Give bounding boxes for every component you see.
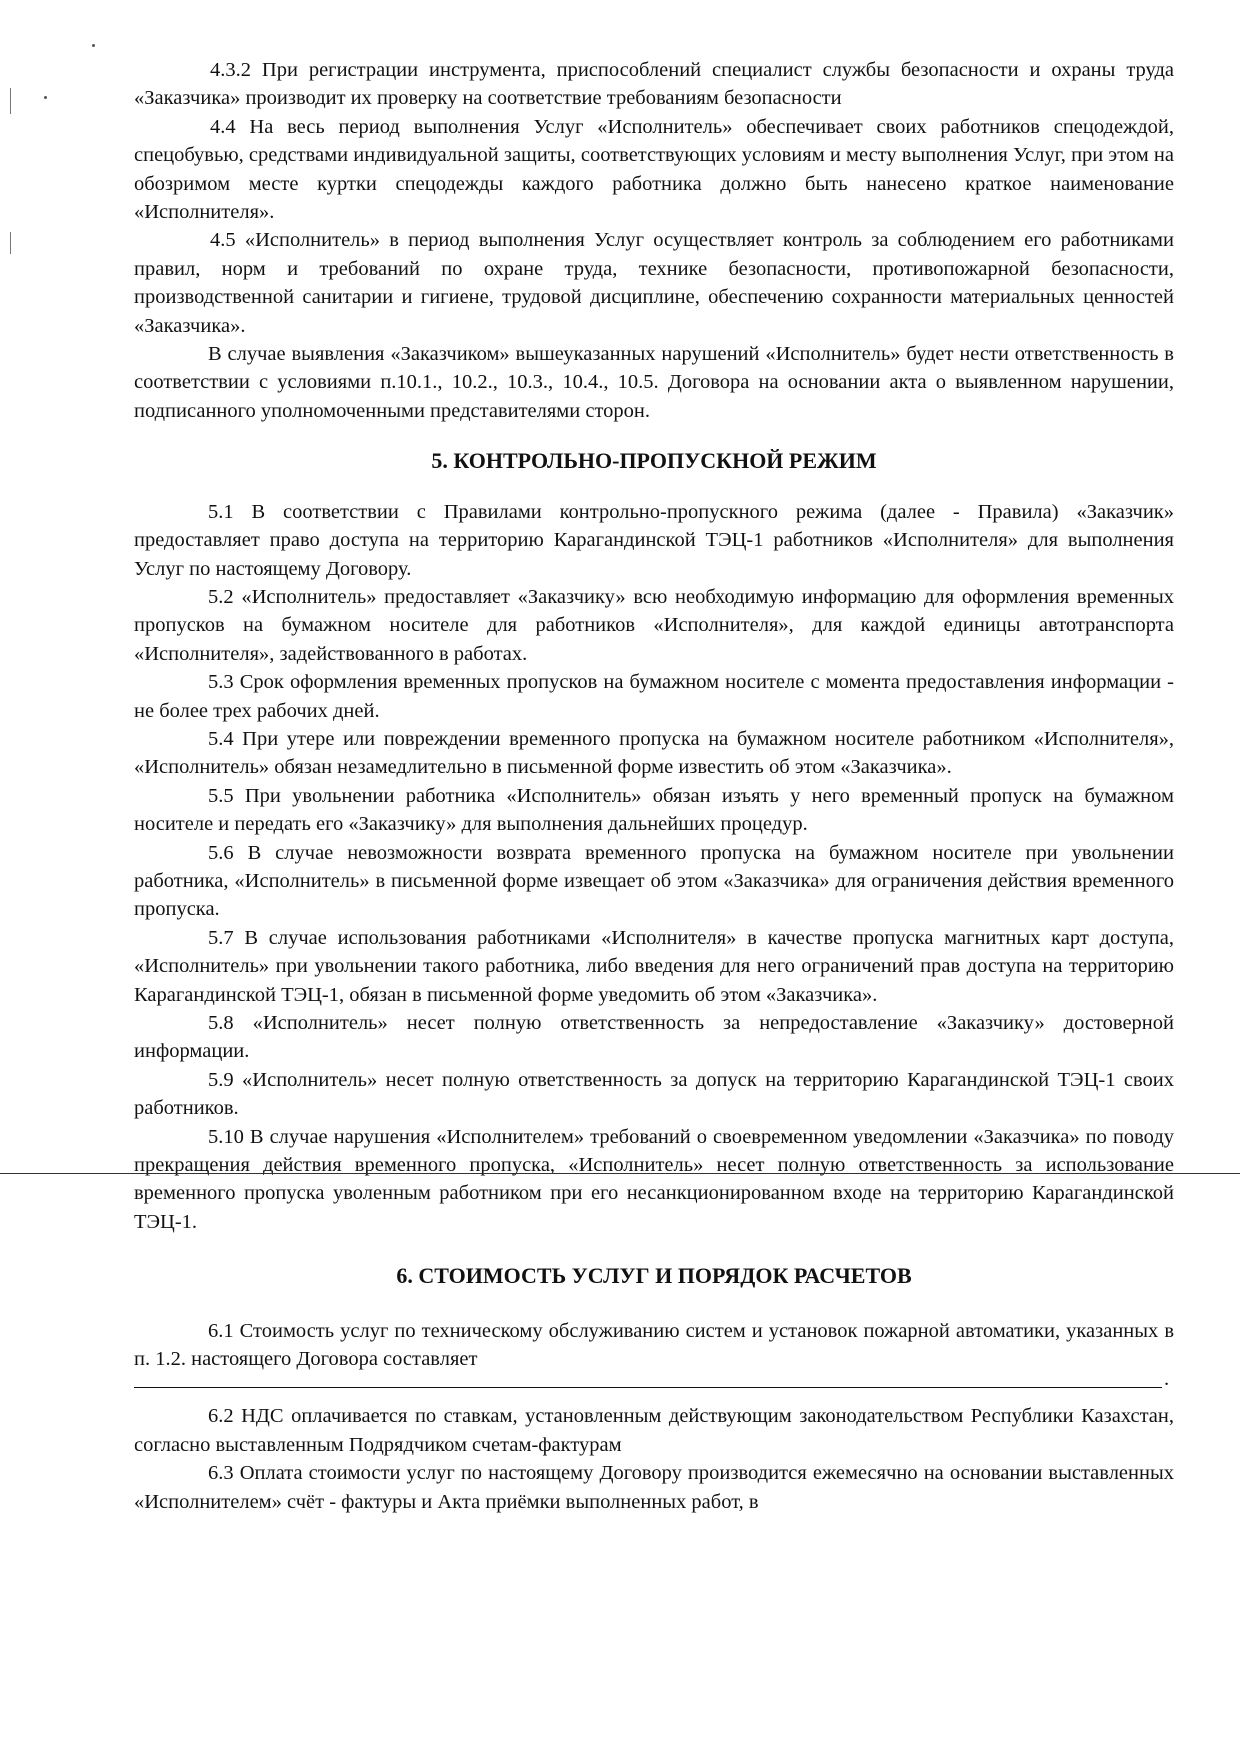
clause-6-1: 6.1 Стоимость услуг по техническому обслуживанию систем и установок пожарной автоматики, указанных в п. 1.2. настоящего Договора составляет — [134, 1319, 1174, 1371]
scan-artifact-line — [0, 1173, 1240, 1174]
clause-5-2: 5.2 «Исполнитель» предоставляет «Заказчику» всю необходимую информацию для оформления временных пропусков на бумажном носителе для работников «Исполнителя», для каждой единицы автотранспорта «Исполнителя», задействованного в работах. — [134, 585, 1174, 665]
clause-5-9: 5.9 «Исполнитель» несет полную ответственность за допуск на территорию Карагандинской ТЭЦ-1 своих работников. — [134, 1068, 1174, 1120]
clause-4-5: 4.5 «Исполнитель» в период выполнения Услуг осуществляет контроль за соблюдением его работниками правил, норм и требований по охране труда, технике безопасности, противопожарной безопасности, производственной санитарии и гигиене, трудовой дисциплине, обеспечению сохранности материальных ценностей «Заказчика». — [134, 229, 1174, 337]
price-blank-period: . — [1164, 1368, 1170, 1391]
clause-5-3: 5.3 Срок оформления временных пропусков на бумажном носителе с момента предоставления информации - не более трех рабочих дней. — [134, 671, 1174, 722]
scan-margin-mark — [10, 88, 11, 114]
clause-6-3: 6.3 Оплата стоимости услуг по настоящему Договору производится ежемесячно на основании выставленных «Исполнителем» счёт - фактуры и Акта приёмки выполненных работ, в — [134, 1462, 1174, 1513]
document-body — [134, 56, 1174, 1516]
clause-6-2: 6.2 НДС оплачивается по ставкам, установленным действующим законодательством Республики Казахстан, согласно выставленным Подрядчиком счетам-фактурам — [134, 1405, 1174, 1456]
section-6-heading: 6. СТОИМОСТЬ УСЛУГ И ПОРЯДОК РАСЧЕТОВ — [396, 1263, 912, 1289]
clause-4-3-2: 4.3.2 При регистрации инструмента, приспособлений специалист службы безопасности и охраны труда «Заказчика» производит их проверку на соответствие требованиям безопасности — [134, 59, 1174, 110]
scan-speck — [92, 44, 95, 47]
clause-5-8: 5.8 «Исполнитель» несет полную ответственность за непредоставление «Заказчику» достоверной информации. — [134, 1012, 1174, 1063]
clause-4-5-violations: В случае выявления «Заказчиком» вышеуказанных нарушений «Исполнитель» будет нести ответственность в соответствии с условиями п.10.1., 10.2., 10.3., 10.4., 10.5. Договора на основании акта о выявленном нарушении, подписанного уполномоченными представителями сторон. — [134, 343, 1174, 422]
clause-5-10: 5.10 В случае нарушения «Исполнителем» требований о своевременном уведомлении «Заказчика» по поводу прекращения действия временного пропуска, «Исполнитель» несет полную ответственность за использование временного пропуска уволенным работником при его несанкционированном входе на территорию Карагандинской ТЭЦ-1. — [134, 1125, 1174, 1233]
clause-5-6: 5.6 В случае невозможности возврата временного пропуска на бумажном носителе при увольнении работника, «Исполнитель» в письменной форме извещает об этом «Заказчика» для ограничения действия временного пропуска. — [134, 841, 1174, 921]
clause-5-7: 5.7 В случае использования работниками «Исполнителя» в качестве пропуска магнитных карт доступа, «Исполнитель» при увольнении такого работника, либо введения для него ограничений прав доступа на территорию Карагандинской ТЭЦ-1, обязан в письменной форме уведомить об этом «Заказчика». — [134, 926, 1174, 1006]
clause-4-4: 4.4 На весь период выполнения Услуг «Исполнитель» обеспечивает своих работников спецодеждой, спецобувью, средствами индивидуальной защиты, соответствующих условиям и месту выполнения Услуг, при этом на обозримом месте куртки спецодежды каждого работника должно быть нанесено краткое наименование «Исполнителя». — [134, 115, 1174, 224]
clause-5-4: 5.4 При утере или повреждении временного пропуска на бумажном носителе работником «Исполнителя», «Исполнитель» обязан незамедлительно в письменной форме известить об этом «Заказчика». — [134, 727, 1174, 779]
clause-5-1: 5.1 В соответствии с Правилами контрольно-пропускного режима (далее - Правила) «Заказчик» предоставляет право доступа на территорию Карагандинской ТЭЦ-1 работников «Исполнителя» для выполнения Услуг по настоящему Договору. — [134, 500, 1174, 580]
price-blank-row — [134, 1368, 1174, 1391]
section-5-heading: 5. КОНТРОЛЬНО-ПРОПУСКНОЙ РЕЖИМ — [431, 448, 877, 474]
scan-speck — [44, 96, 47, 99]
price-blank-line — [134, 1373, 1162, 1388]
scan-margin-mark — [10, 232, 11, 254]
clause-5-5: 5.5 При увольнении работника «Исполнитель» обязан изъять у него временный пропуск на бумажном носителе и передать его «Заказчику» для выполнения дальнейших процедур. — [134, 784, 1174, 836]
